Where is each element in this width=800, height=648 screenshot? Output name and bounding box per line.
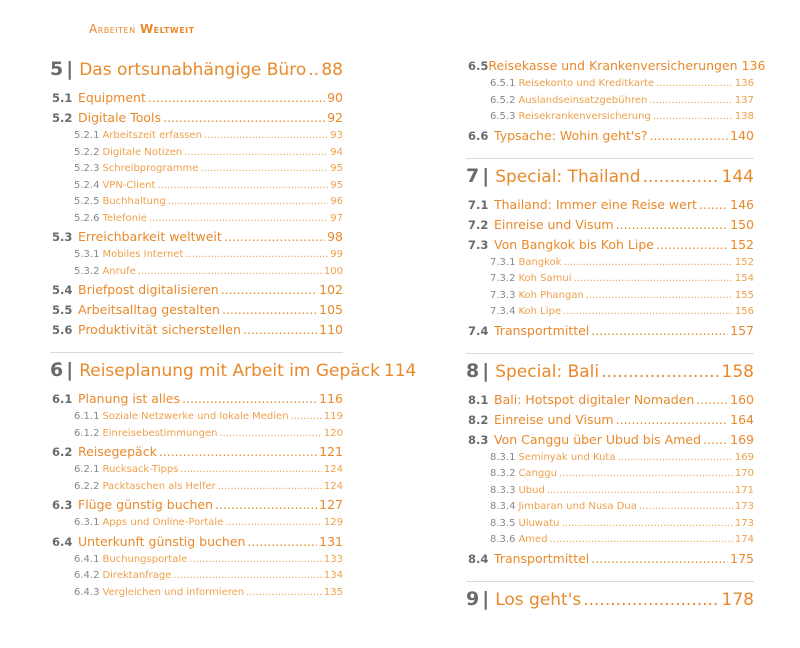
toc-page-number: 98 [327, 229, 343, 244]
toc-sub-entry[interactable] [50, 587, 343, 604]
toc-section-entry[interactable] [50, 302, 343, 322]
dot-leader [246, 587, 322, 598]
chapter-divider [466, 581, 754, 582]
toc-section-entry[interactable] [50, 110, 343, 130]
dot-leader [149, 213, 328, 224]
toc-section-entry[interactable] [50, 391, 343, 411]
toc-page-number: 152 [734, 256, 754, 268]
toc-title: Buchungsportale [102, 553, 188, 565]
toc-number: 6.2.2 [74, 480, 100, 492]
toc-title: Bali: Hotspot digitaler Nomaden [494, 391, 695, 407]
chapter-bar: | [66, 58, 74, 80]
toc-title: Mobiles Internet [102, 249, 184, 260]
dot-leader [138, 266, 322, 277]
toc-number: 8.3 [468, 432, 489, 447]
toc-title: Transportmittel [494, 550, 590, 566]
toc-page-number: 154 [734, 273, 754, 284]
toc-section-entry[interactable] [466, 551, 754, 571]
toc-sub-entry[interactable] [50, 249, 343, 266]
toc-left-column [50, 58, 417, 603]
toc-page-number: 173 [734, 501, 754, 512]
dot-leader [696, 392, 728, 407]
dot-leader [583, 590, 719, 610]
dot-leader [204, 130, 328, 141]
toc-page-number: 157 [730, 322, 754, 338]
chapter-divider [466, 353, 754, 354]
toc-title: Schreibprogramme [102, 163, 199, 174]
toc-number: 6.1 [52, 392, 73, 406]
toc-number: 6.6 [468, 128, 489, 143]
toc-number: 6.1.1 [74, 411, 100, 422]
chapter-bar: | [482, 164, 490, 187]
toc-title: Canggu [518, 468, 557, 479]
toc-number: 5.1 [52, 91, 73, 105]
toc-sub-entry[interactable] [50, 147, 343, 164]
dot-leader [157, 180, 328, 191]
dot-leader [547, 485, 733, 496]
dot-leader [550, 534, 733, 545]
toc-page-number: 173 [734, 517, 754, 529]
dot-leader [180, 464, 322, 475]
chapter-divider [466, 158, 754, 159]
toc-page-number: 158 [721, 361, 754, 382]
toc-sub-entry[interactable] [466, 485, 754, 502]
toc-page-number: 129 [323, 517, 343, 528]
toc-page-number: 170 [734, 468, 754, 479]
toc-page-number: 133 [323, 553, 343, 565]
toc-number: 7.1 [468, 197, 489, 212]
toc-number: 5.2.6 [74, 212, 100, 224]
toc-number: 5.2 [52, 111, 73, 125]
toc-right-column [466, 58, 766, 620]
toc-number: 7.3.4 [490, 306, 516, 317]
toc-title: Anrufe [102, 265, 136, 277]
toc-page-number: 96 [330, 196, 343, 207]
running-head-prefix: Arbeiten [89, 22, 136, 36]
chapter-bar: | [66, 359, 74, 381]
toc-chapter-entry[interactable] [50, 58, 343, 86]
toc-section-entry[interactable] [466, 58, 766, 78]
toc-title: Reisekrankenversicherung [518, 111, 651, 122]
toc-page-number: 178 [721, 589, 754, 610]
toc-sub-entry[interactable] [466, 452, 754, 469]
toc-title: Einreise und Visum [494, 411, 614, 427]
toc-sub-entry[interactable] [50, 517, 343, 534]
dot-leader [308, 60, 319, 80]
toc-section-entry[interactable] [50, 444, 343, 464]
toc-number: 6 [50, 359, 64, 381]
toc-sub-entry[interactable] [466, 290, 754, 307]
toc-sub-entry[interactable] [50, 554, 343, 571]
toc-page-number: 110 [319, 322, 343, 337]
toc-section-entry[interactable] [466, 237, 754, 257]
toc-chapter-entry[interactable] [466, 360, 754, 388]
toc-title: Planung ist alles [78, 391, 181, 406]
toc-number: 7.2 [468, 217, 489, 232]
toc-sub-entry[interactable] [50, 163, 343, 180]
toc-page-number: 105 [319, 302, 343, 317]
toc-section-entry[interactable] [50, 497, 343, 517]
toc-page-number: 121 [319, 444, 343, 459]
toc-page-number: 156 [734, 306, 754, 317]
toc-title: Rucksack-Tipps [102, 464, 179, 475]
toc-title: Arbeitsalltag gestalten [78, 302, 220, 317]
toc-number: 8.3.4 [490, 501, 516, 512]
toc-number: 6.4.2 [74, 570, 100, 581]
toc-number: 8.3.6 [490, 534, 516, 545]
dot-leader [148, 90, 325, 105]
toc-sub-entry[interactable] [466, 273, 754, 290]
toc-title: Telefonie [102, 212, 147, 224]
toc-number: 5.3.2 [74, 265, 100, 277]
toc-title: Bangkok [518, 256, 562, 268]
toc-title: Arbeitszeit erfassen [102, 130, 202, 141]
dot-leader [222, 302, 317, 317]
toc-number: 6.2 [52, 445, 73, 459]
toc-page-number: 127 [319, 497, 343, 512]
toc-number: 5.6 [52, 323, 73, 337]
dot-leader [703, 432, 728, 447]
dot-leader [586, 290, 733, 301]
toc-number: 7 [466, 164, 480, 187]
toc-title: Koh Samui [518, 273, 572, 284]
toc-number: 8.2 [468, 412, 489, 427]
toc-number: 8.3.5 [490, 517, 516, 529]
toc-number: 5.4 [52, 283, 73, 297]
toc-sub-entry[interactable] [466, 78, 754, 95]
toc-sub-entry[interactable] [50, 481, 343, 498]
toc-sub-entry[interactable] [466, 306, 754, 323]
toc-title: Von Canggu über Ubud bis Amed [494, 431, 702, 447]
toc-number: 7.3 [468, 237, 489, 252]
toc-page-number: 174 [734, 534, 754, 545]
toc-page-number: 146 [730, 196, 754, 212]
toc-sub-entry[interactable] [466, 534, 754, 551]
toc-page-number: 152 [730, 236, 754, 252]
dot-leader [616, 217, 729, 232]
toc-title: Apps und Online-Portale [102, 517, 224, 528]
dot-leader [563, 257, 732, 268]
toc-page-number: 169 [730, 431, 754, 447]
toc-page-number: 150 [730, 216, 754, 232]
dot-leader [185, 249, 328, 260]
toc-number: 6.4.3 [74, 586, 100, 598]
dot-leader [215, 497, 317, 512]
toc-section-entry[interactable] [466, 197, 754, 217]
toc-title: Amed [518, 534, 548, 545]
toc-page-number: 134 [323, 570, 343, 581]
toc-title: Vergleichen und informieren [102, 586, 245, 598]
toc-page-number: 124 [323, 480, 343, 492]
toc-title: Auslandseinsatzgebühren [518, 94, 648, 106]
dot-leader [243, 322, 317, 337]
toc-number: 8.1 [468, 392, 489, 407]
dot-leader [173, 570, 321, 581]
toc-number: 6.3 [52, 498, 73, 512]
toc-page-number: 102 [319, 282, 343, 297]
toc-number: 8 [466, 359, 480, 382]
toc-title: Equipment [78, 90, 146, 105]
dot-leader [656, 237, 728, 252]
toc-title: Direktanfrage [102, 570, 172, 581]
dot-leader [561, 518, 732, 529]
toc-title: Digitale Notizen [102, 146, 183, 158]
toc-page-number: 131 [319, 533, 343, 549]
chapter-bar: | [482, 587, 490, 610]
toc-title: Unterkunft günstig buchen [78, 533, 246, 549]
toc-page-number: 144 [721, 166, 754, 187]
toc-sub-entry[interactable] [50, 180, 343, 197]
dot-leader [591, 551, 728, 566]
toc-title: Reisekasse und Krankenversicherungen [488, 58, 738, 73]
dot-leader [591, 323, 728, 338]
toc-title: Special: Thailand [495, 166, 641, 187]
dot-leader [616, 412, 729, 427]
toc-sub-entry[interactable] [50, 266, 343, 283]
toc-page-number: 99 [330, 249, 343, 260]
toc-title: VPN-Client [102, 179, 156, 191]
toc-sub-entry[interactable] [50, 213, 343, 230]
toc-number: 6.2.1 [74, 464, 100, 475]
toc-title: Uluwatu [518, 517, 560, 529]
toc-section-entry[interactable] [466, 128, 754, 148]
toc-page-number: 169 [734, 451, 754, 463]
dot-leader [247, 534, 317, 549]
toc-sub-entry[interactable] [466, 518, 754, 535]
toc-sub-entry[interactable] [466, 468, 754, 485]
running-head-bold: Weltweit [139, 22, 195, 36]
toc-title: Soziale Netzwerke und lokale Medien [102, 411, 289, 422]
toc-sub-entry[interactable] [466, 257, 754, 274]
toc-title: Koh Lipe [518, 306, 561, 317]
dot-leader [643, 167, 720, 187]
dot-leader [163, 110, 325, 125]
toc-number: 6.5.2 [490, 94, 516, 106]
toc-title: Los geht's [495, 589, 582, 610]
toc-sub-entry[interactable] [466, 501, 754, 518]
toc-section-entry[interactable] [50, 322, 343, 342]
dot-leader [225, 517, 322, 528]
dot-leader [219, 428, 321, 439]
toc-page-number: 171 [734, 484, 754, 496]
toc-chapter-entry[interactable] [466, 588, 754, 616]
toc-sub-entry[interactable] [50, 464, 343, 481]
toc-page-number: 135 [323, 586, 343, 598]
toc-page-number: 88 [321, 60, 343, 80]
toc-section-entry[interactable] [50, 229, 343, 249]
toc-section-entry[interactable] [466, 412, 754, 432]
toc-page-number: 155 [734, 289, 754, 301]
toc-title: Briefpost digitalisieren [78, 282, 219, 297]
toc-page-number: 138 [734, 111, 754, 122]
toc-title: Produktivität sicherstellen [78, 322, 241, 337]
toc-number: 7.3.1 [490, 256, 516, 268]
toc-page-number: 114 [383, 361, 417, 381]
toc-title: Flüge günstig buchen [78, 497, 214, 512]
toc-page-number: 100 [323, 265, 343, 277]
toc-number: 8.3.2 [490, 468, 516, 479]
toc-sub-entry[interactable] [50, 130, 343, 147]
toc-title: Ubud [518, 484, 545, 496]
toc-page-number: 175 [730, 550, 754, 566]
toc-title: Erreichbarkeit weltweit [78, 229, 222, 244]
dot-leader [168, 196, 329, 207]
dot-leader [159, 444, 317, 459]
dot-leader [291, 411, 322, 422]
toc-number: 6.5.3 [490, 111, 516, 122]
toc-page-number: 95 [330, 163, 343, 174]
toc-page-number: 124 [323, 464, 343, 475]
dot-leader [639, 501, 733, 512]
toc-title: Das ortsunabhängige Büro [79, 60, 307, 80]
toc-number: 5.2.3 [74, 163, 100, 174]
toc-section-entry[interactable] [50, 534, 343, 554]
toc-sub-entry[interactable] [50, 411, 343, 428]
toc-sub-entry[interactable] [50, 570, 343, 587]
toc-title: Einreisebestimmungen [102, 427, 218, 439]
toc-title: Typsache: Wohin geht's? [494, 127, 648, 143]
dot-leader [653, 111, 733, 122]
toc-number: 8.4 [468, 551, 489, 566]
toc-number: 8.3.1 [490, 451, 516, 463]
toc-number: 5.2.2 [74, 146, 100, 158]
toc-number: 5.3 [52, 230, 73, 244]
toc-title: Thailand: Immer eine Reise wert [494, 196, 697, 212]
toc-number: 6.5 [468, 59, 489, 73]
toc-number: 8.3.3 [490, 484, 516, 496]
toc-page-number: 136 [741, 58, 766, 73]
toc-number: 7.4 [468, 323, 489, 338]
toc-sub-entry[interactable] [466, 95, 754, 112]
toc-title: Transportmittel [494, 322, 590, 338]
dot-leader [699, 197, 728, 212]
toc-section-entry[interactable] [50, 90, 343, 110]
toc-title: Reisekonto und Kreditkarte [518, 78, 655, 89]
toc-title: Einreise und Visum [494, 216, 614, 232]
toc-number: 5.3.1 [74, 249, 100, 260]
dot-leader [656, 78, 733, 89]
dot-leader [601, 362, 719, 382]
toc-chapter-entry[interactable] [466, 165, 754, 193]
dot-leader [200, 163, 328, 174]
toc-number: 6.4 [52, 534, 73, 549]
dot-leader [221, 282, 317, 297]
dot-leader [617, 452, 732, 463]
toc-section-entry[interactable] [466, 323, 754, 343]
toc-number: 6.4.1 [74, 553, 100, 565]
toc-page-number: 93 [330, 130, 343, 141]
dot-leader [182, 391, 317, 406]
toc-title: Seminyak und Kuta [518, 451, 616, 463]
dot-leader [573, 273, 732, 284]
toc-title: Reiseplanung mit Arbeit im Gepäck [79, 361, 380, 381]
dot-leader [218, 481, 322, 492]
dot-leader [559, 468, 733, 479]
toc-number: 5.2.5 [74, 196, 100, 207]
toc-page-number: 97 [330, 212, 343, 224]
toc-title: Digitale Tools [78, 110, 161, 125]
toc-number: 6.1.2 [74, 427, 100, 439]
toc-number: 6.5.1 [490, 78, 516, 89]
toc-page-number: 120 [323, 427, 343, 439]
toc-section-entry[interactable] [50, 282, 343, 302]
toc-page-number: 136 [734, 78, 754, 89]
dot-leader [649, 128, 728, 143]
toc-title: Reisegepäck [78, 444, 157, 459]
running-head [89, 22, 195, 36]
toc-page-number: 160 [730, 391, 754, 407]
toc-page-number: 95 [330, 179, 343, 191]
toc-page-number: 116 [319, 391, 343, 406]
toc-page-number: 92 [327, 110, 343, 125]
toc-title: Special: Bali [495, 361, 600, 382]
chapter-divider [50, 352, 343, 353]
dot-leader [184, 147, 328, 158]
toc-number: 6.3.1 [74, 517, 100, 528]
toc-title: Koh Phangan [518, 289, 584, 301]
dot-leader [189, 554, 322, 565]
toc-number: 5 [50, 58, 64, 80]
toc-chapter-entry[interactable] [50, 359, 417, 387]
toc-section-entry[interactable] [466, 432, 754, 452]
toc-number: 9 [466, 587, 480, 610]
toc-sub-entry[interactable] [50, 196, 343, 213]
dot-leader [563, 306, 733, 317]
toc-title: Packtaschen als Helfer [102, 480, 216, 492]
toc-page-number: 140 [730, 127, 754, 143]
toc-number: 5.2.1 [74, 130, 100, 141]
toc-page-number: 119 [323, 411, 343, 422]
toc-title: Von Bangkok bis Koh Lipe [494, 236, 654, 252]
toc-page-number: 164 [730, 411, 754, 427]
toc-sub-entry[interactable] [466, 111, 754, 128]
toc-number: 5.5 [52, 303, 73, 317]
toc-section-entry[interactable] [466, 217, 754, 237]
toc-section-entry[interactable] [466, 392, 754, 412]
toc-sub-entry[interactable] [50, 428, 343, 445]
dot-leader [224, 229, 325, 244]
toc-number: 7.3.2 [490, 273, 516, 284]
toc-title: Jimbaran und Nusa Dua [518, 501, 637, 512]
chapter-bar: | [482, 359, 490, 382]
toc-title: Buchhaltung [102, 196, 166, 207]
toc-page-number: 94 [330, 146, 343, 158]
toc-page-number: 137 [734, 94, 754, 106]
dot-leader [649, 95, 733, 106]
toc-number: 7.3.3 [490, 289, 516, 301]
toc-number: 5.2.4 [74, 179, 100, 191]
toc-page-number: 90 [327, 90, 343, 105]
